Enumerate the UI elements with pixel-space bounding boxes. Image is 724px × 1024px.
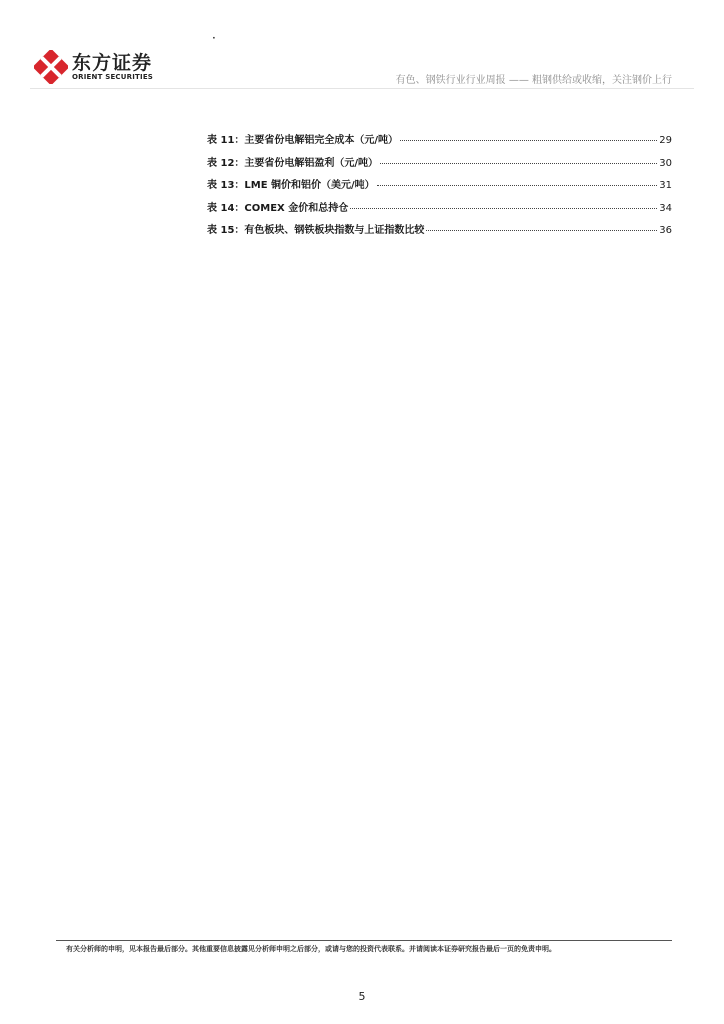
toc-leader — [380, 163, 657, 164]
report-title: 有色、钢铁行业行业周报 —— 粗钢供给或收缩，关注钢价上行 — [395, 75, 672, 86]
toc-entry[interactable] — [207, 131, 672, 154]
toc-entry[interactable] — [207, 221, 672, 244]
header-divider — [30, 88, 694, 89]
footer-divider — [56, 940, 672, 941]
toc-entry-label: 表 15：有色板块、钢铁板块指数与上证指数比较 — [207, 225, 425, 236]
toc-entry-label: 表 13：LME 铜价和铝价（美元/吨） — [207, 180, 375, 191]
disclaimer-note: 有关分析师的申明，见本报告最后部分。其他重要信息披露见分析师申明之后部分，或请与您的投资代表联系。并请阅读本证券研究报告最后一页的免责申明。 — [66, 945, 556, 953]
logo-name-cn: 东方证券 — [72, 52, 153, 74]
toc-leader — [377, 185, 658, 186]
toc-entry-label: 表 11：主要省份电解铝完全成本（元/吨） — [207, 135, 399, 146]
toc-leader — [400, 140, 657, 141]
header-mark: · — [212, 31, 216, 45]
company-logo — [34, 50, 164, 84]
toc-entry-label: 表 14：COMEX 金价和总持仓 — [207, 202, 349, 214]
logo-name-en: ORIENT SECURITIES — [72, 73, 154, 81]
table-of-contents — [207, 131, 672, 244]
toc-leader — [426, 230, 657, 231]
toc-entry-page: 29 — [659, 135, 672, 146]
toc-entry[interactable] — [207, 176, 672, 199]
toc-entry-page: 34 — [659, 202, 672, 214]
toc-entry-page: 30 — [659, 157, 672, 169]
toc-entry[interactable] — [207, 199, 672, 222]
toc-entry-page: 36 — [659, 225, 672, 236]
logo-icon — [34, 50, 68, 84]
toc-leader — [350, 208, 657, 209]
toc-entry-page: 31 — [659, 180, 672, 191]
toc-entry[interactable] — [207, 154, 672, 177]
toc-entry-label: 表 12：主要省份电解铝盈利（元/吨） — [207, 157, 379, 169]
page-number: 5 — [358, 990, 366, 1003]
